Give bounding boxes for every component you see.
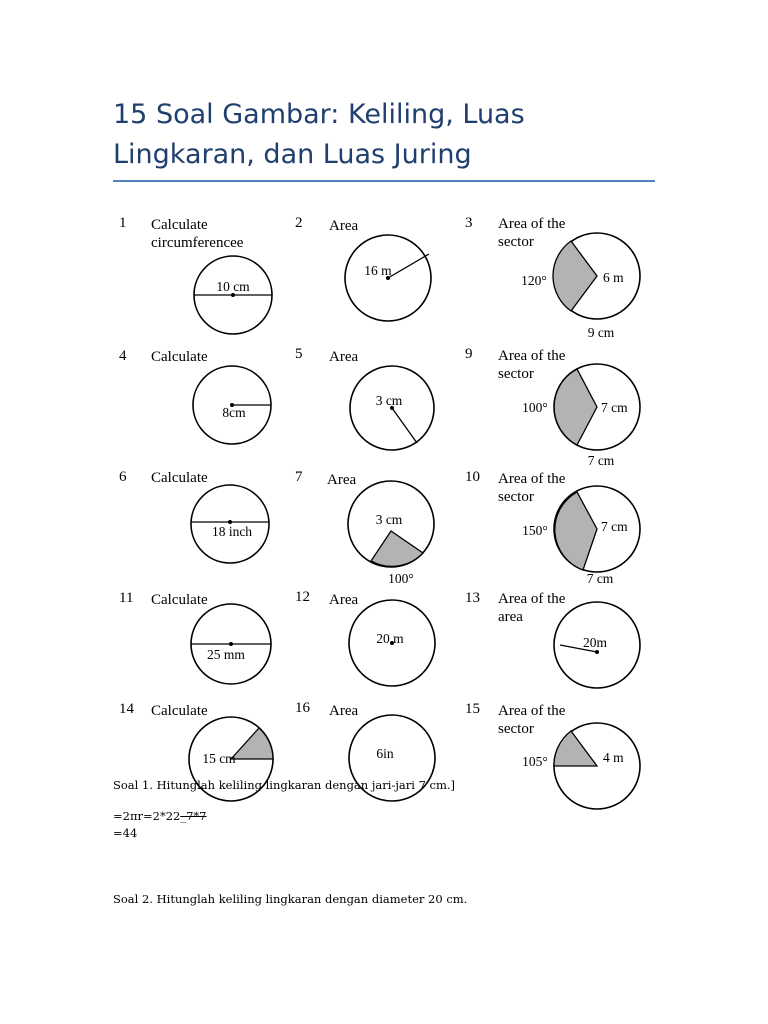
dimension-label: 10 cm — [216, 279, 250, 294]
problem-label: Area — [329, 349, 359, 365]
soal-1-working — [113, 808, 206, 824]
problem-number: 4 — [119, 348, 127, 364]
radius-label: 4 m — [603, 750, 624, 765]
problem-15 — [465, 701, 640, 809]
worksheet-figure — [113, 203, 658, 769]
title-divider — [113, 180, 655, 182]
problem-label: Area of the — [498, 471, 566, 487]
problem-9 — [465, 346, 640, 468]
problem-label: Calculate — [151, 703, 208, 719]
angle-label: 150° — [522, 523, 548, 538]
dimension-label: 8cm — [222, 405, 246, 420]
soal-1-step: =2πr=2*22 — [113, 809, 181, 823]
angle-label: 100° — [522, 400, 548, 415]
problem-number: 14 — [119, 701, 134, 717]
problem-number: 15 — [465, 701, 480, 717]
problem-6 — [119, 469, 269, 563]
problem-10 — [465, 469, 640, 586]
dimension-label: 15 cm — [202, 751, 236, 766]
problem-number: 13 — [465, 590, 480, 606]
radius-label: 7 cm — [601, 400, 628, 415]
problem-label: sector — [498, 489, 534, 505]
chord-label: 7 cm — [586, 571, 614, 586]
angle-label: 100° — [388, 571, 414, 586]
radius-label: 6 m — [603, 270, 624, 285]
dimension-label: 3 cm — [375, 393, 403, 408]
problem-number: 1 — [119, 215, 127, 231]
chord-label: 7 cm — [587, 453, 615, 468]
page-title: 15 Soal Gambar: Keliling, Luas Lingkaran, dan Luas Juring — [113, 99, 525, 170]
worksheet-svg — [113, 203, 658, 769]
angle-label: 120° — [521, 273, 547, 288]
center-dot — [595, 650, 599, 654]
problem-4 — [119, 348, 271, 444]
problem-2 — [295, 215, 431, 321]
problem-13 — [465, 590, 640, 688]
soal-1-question: Soal 1. Hitunglah keliling lingkaran dengan jari-jari 7 cm.] — [113, 778, 456, 792]
problem-label: Area — [327, 472, 357, 488]
problem-label: sector — [498, 366, 534, 382]
center-dot — [229, 642, 233, 646]
problem-label: Area of the — [498, 591, 566, 607]
chord-label: 9 cm — [587, 325, 615, 340]
problem-label: Area — [329, 592, 359, 608]
problem-11 — [119, 590, 271, 684]
dimension-label: 20m — [582, 635, 608, 650]
problem-number: 12 — [295, 589, 310, 605]
problem-number: 2 — [295, 215, 303, 231]
problem-label: Area — [329, 218, 359, 234]
problem-5 — [295, 346, 434, 450]
problem-label: Calculate — [151, 470, 208, 486]
problem-label: circumferencee — [151, 235, 244, 251]
dimension-label: 3 cm — [375, 512, 403, 527]
problem-label: Area of the — [498, 216, 566, 232]
problem-1 — [119, 215, 272, 334]
problem-label: Calculate — [151, 349, 208, 365]
problem-label: sector — [498, 234, 534, 250]
soal-2-question: Soal 2. Hitunglah keliling lingkaran dengan diameter 20 cm. — [113, 892, 468, 906]
problem-7 — [295, 469, 434, 586]
dimension-label: 6in — [376, 746, 394, 761]
dimension-label: 25 mm — [207, 647, 245, 662]
problem-12 — [295, 589, 435, 686]
problem-label: sector — [498, 721, 534, 737]
problem-number: 5 — [295, 346, 303, 362]
problem-label: Area of the — [498, 703, 566, 719]
problem-number: 11 — [119, 590, 134, 606]
angle-label: 105° — [522, 754, 548, 769]
problem-number: 16 — [295, 700, 310, 716]
problem-label: Area of the — [498, 348, 566, 364]
problem-3 — [465, 215, 640, 340]
soal-1-result: =44 — [113, 826, 138, 840]
problem-label: Calculate — [151, 217, 208, 233]
problem-number: 10 — [465, 469, 480, 485]
problem-label: Calculate — [151, 592, 208, 608]
problem-number: 3 — [465, 215, 473, 231]
problem-label: Area — [329, 703, 359, 719]
radius-label: 7 cm — [601, 519, 628, 534]
soal-1-step-struck: _7*7 — [180, 809, 207, 823]
problem-number: 7 — [295, 469, 303, 485]
problem-number: 6 — [119, 469, 127, 485]
dimension-label: 20 m — [376, 631, 404, 646]
dimension-label: 18 inch — [211, 524, 253, 539]
dimension-label: 16 m — [364, 263, 392, 278]
problem-number: 9 — [465, 346, 473, 362]
problem-label: area — [498, 609, 523, 625]
